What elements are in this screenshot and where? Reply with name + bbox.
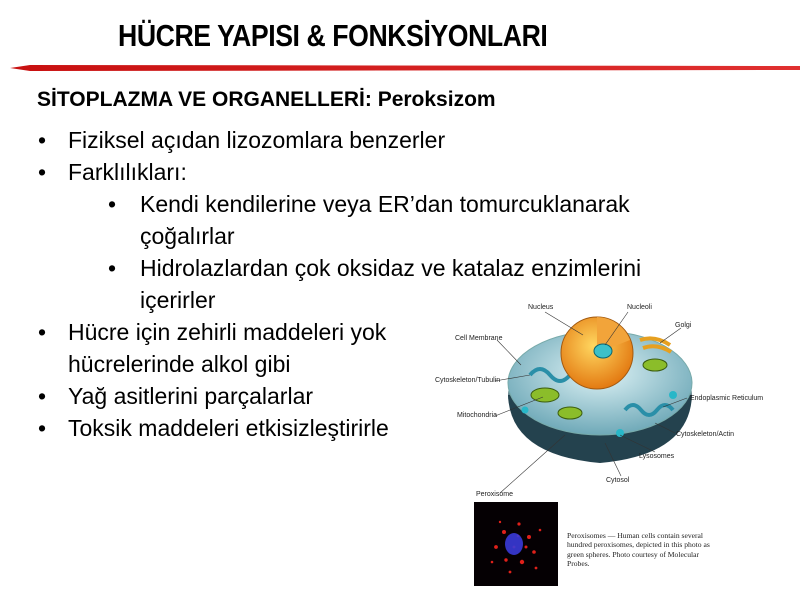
label-lysosomes: Lysosomes bbox=[639, 453, 675, 460]
lysosome bbox=[669, 391, 677, 399]
lysosome bbox=[522, 407, 529, 414]
lysosome bbox=[616, 429, 624, 437]
label-cytoskeleton-tubulin: Cytoskeleton/Tubulin bbox=[435, 377, 501, 384]
peroxisome-photo bbox=[474, 502, 558, 586]
bullet-text: Toksik maddeleri etkisizleştirirle bbox=[68, 415, 389, 441]
label-nucleoli: Nucleoli bbox=[627, 304, 652, 311]
label-er: Endoplasmic Reticulum bbox=[690, 395, 764, 402]
bullet-text: Hücre için zehirli maddeleri yok bbox=[68, 319, 387, 345]
label-golgi: Golgi bbox=[675, 322, 692, 329]
subtitle-topic: Peroksizom bbox=[377, 88, 496, 111]
sub-bullet-line: • Kendi kendilerine veya ER’dan tomurcuklanarak bbox=[140, 191, 630, 217]
mitochondrion bbox=[558, 407, 582, 419]
subtitle-prefix: SİTOPLAZMA VE ORGANELLERİ: bbox=[37, 88, 378, 111]
mitochondrion bbox=[643, 359, 667, 371]
label-peroxisome: Peroxisome bbox=[476, 491, 513, 498]
nucleolus-shape bbox=[594, 344, 612, 358]
label-nucleus: Nucleus bbox=[528, 304, 554, 311]
bullet-text: Yağ asitlerini parçalarlar bbox=[68, 383, 314, 409]
label-mitochondria: Mitochondria bbox=[457, 412, 498, 419]
label-cytoskeleton-actin: Cytoskeleton/Actin bbox=[676, 431, 734, 438]
label-cytosol: Cytosol bbox=[606, 477, 630, 484]
section-subtitle bbox=[37, 88, 496, 112]
label-cell-membrane: Cell Membrane bbox=[455, 335, 503, 342]
bullet-text: Fiziksel açıdan lizozomlara benzerler bbox=[68, 127, 446, 153]
photo-nucleus-blue bbox=[505, 533, 523, 555]
sub-bullet-line: • Hidrolazlardan çok oksidaz ve katalaz enzimlerini bbox=[140, 255, 642, 281]
bullet-item bbox=[38, 124, 641, 156]
sub-bullet-item bbox=[68, 188, 641, 252]
slide-title: HÜCRE YAPISI & FONKSİYONLARI bbox=[118, 18, 548, 53]
bullet-continuation: hücrelerinde alkol gibi bbox=[68, 351, 291, 377]
photo-caption: Peroxisomes — Human cells contain several hundred peroxisomes, depicted in this photo as green spheres. Photo courtesy of Molecular Probes. bbox=[567, 531, 710, 569]
sub-bullet-line: çoğalırlar bbox=[140, 223, 235, 249]
bullet-text: Farklılıkları: bbox=[68, 159, 187, 185]
bullet-item bbox=[38, 156, 641, 316]
sub-bullet-line: içerirler bbox=[140, 287, 216, 313]
title-underline bbox=[10, 63, 800, 73]
